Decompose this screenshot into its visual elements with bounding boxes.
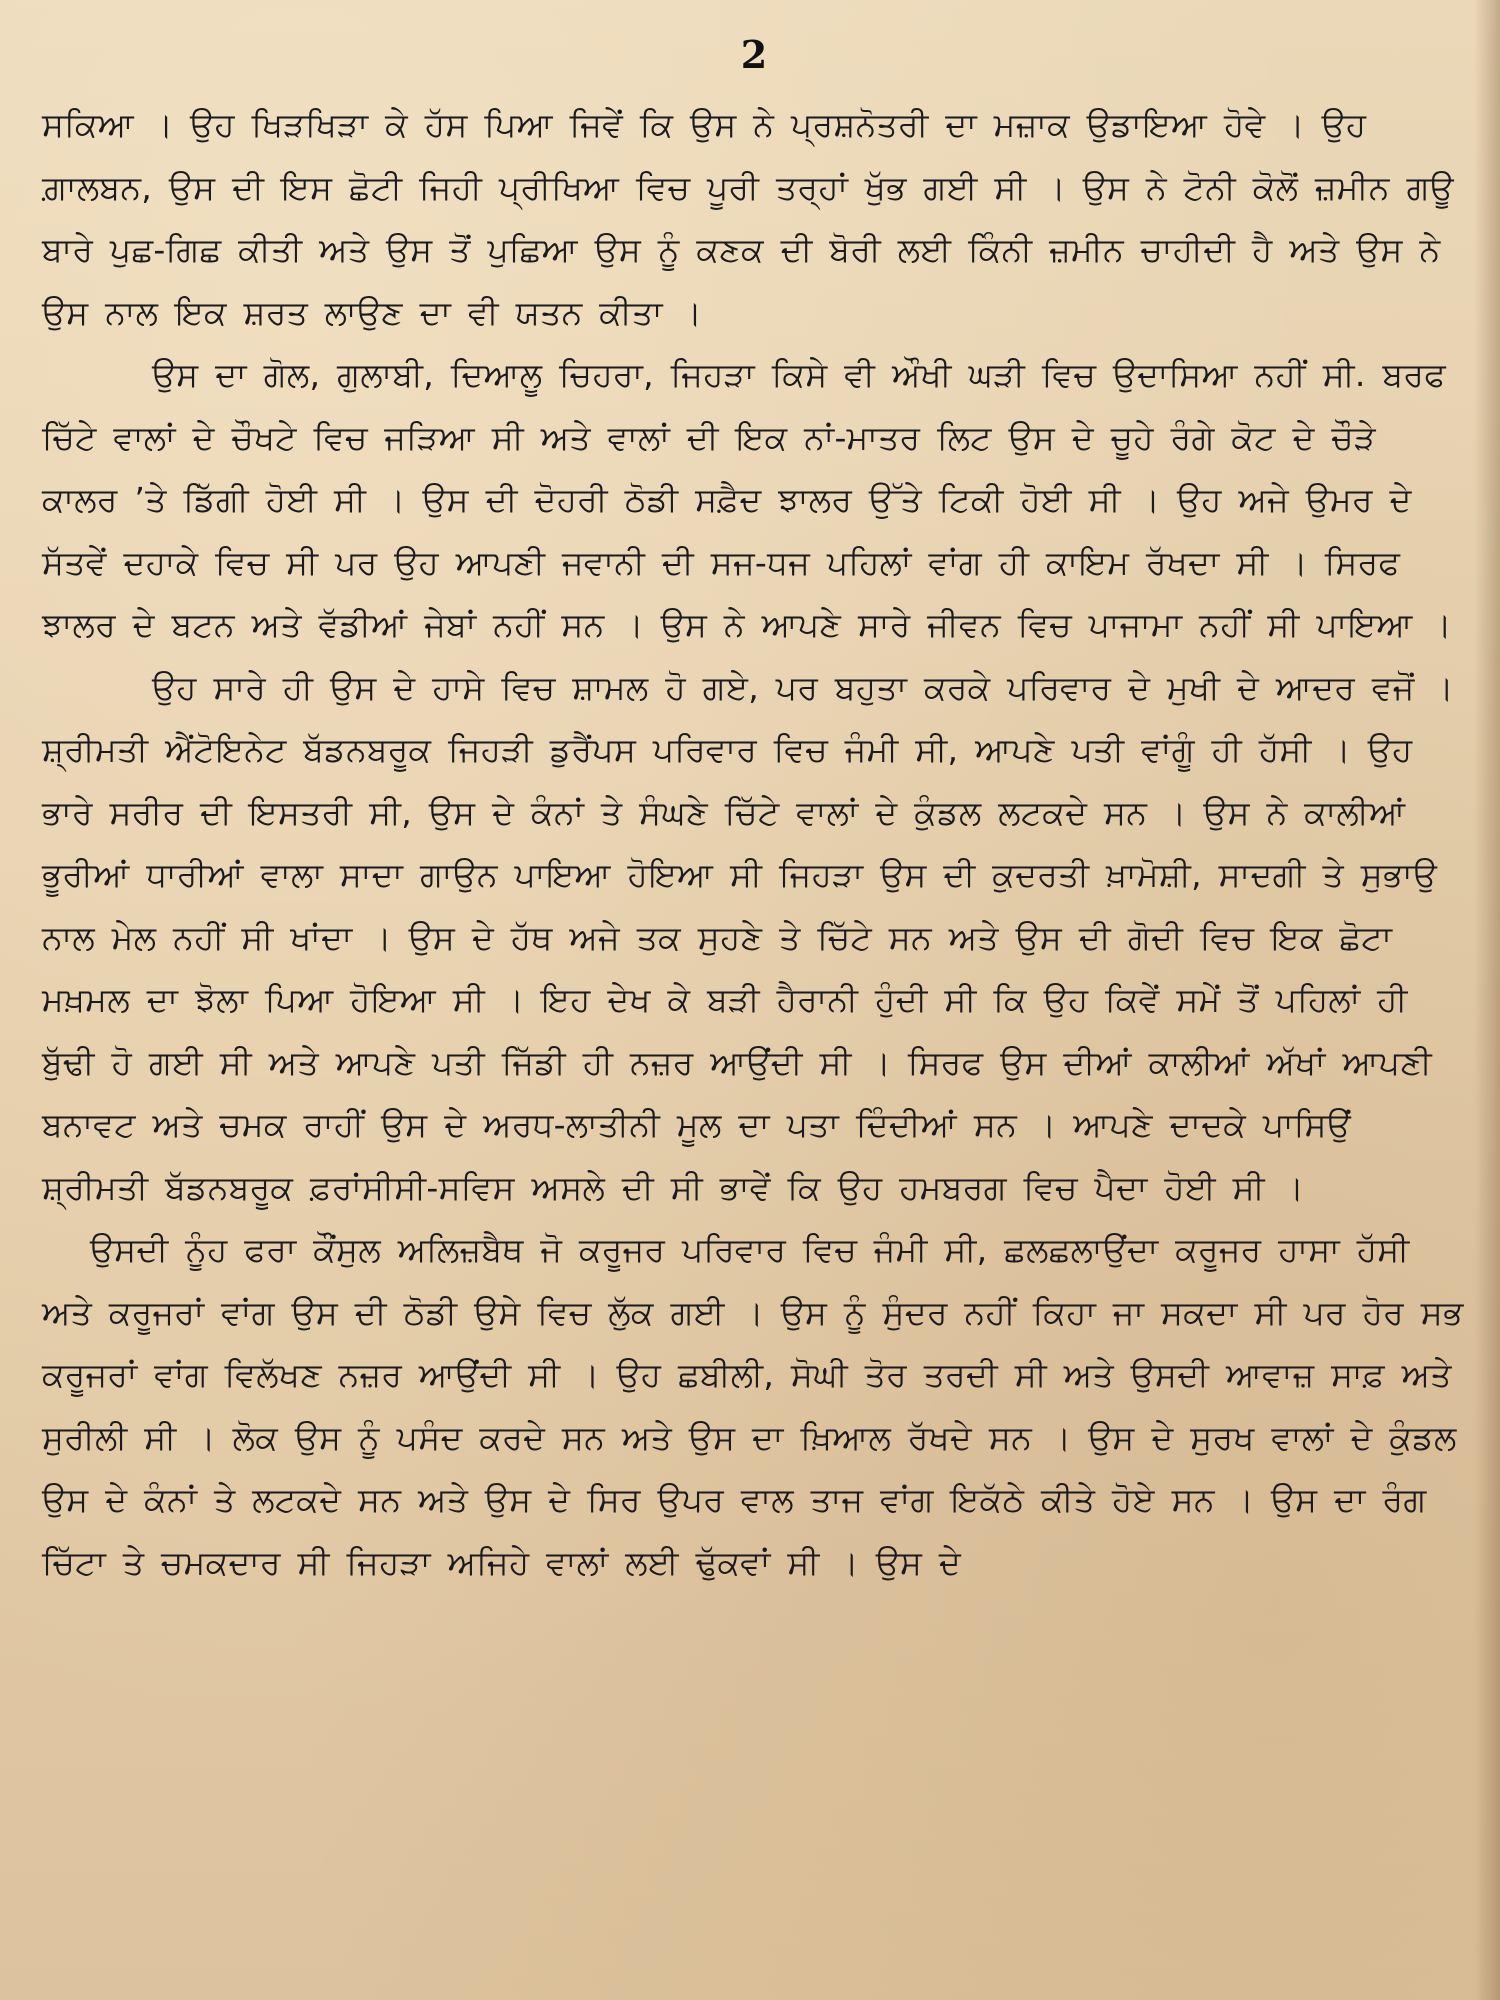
paragraph-1: ਸਕਿਆ । ਉਹ ਖਿੜਖਿੜਾ ਕੇ ਹੱਸ ਪਿਆ ਜਿਵੇਂ ਕਿ ਉਸ ਨੇ ਪ੍ਰਸ਼ਨੋਤਰੀ ਦਾ ਮਜ਼ਾਕ ਉਡਾਇਆ ਹੋਵੇ । ਉਹ ਗ਼ਾਲਬਨ, ਉਸ ਦੀ ਇਸ ਛੋਟੀ ਜਿਹੀ ਪ੍ਰੀਖਿਆ ਵਿਚ ਪੂਰੀ ਤਰ੍ਹਾਂ ਖੁੱਭ ਗਈ ਸੀ । ਉਸ ਨੇ ਟੋਨੀ ਕੋਲੋਂ ਜ਼ਮੀਨ ਗਊ ਬਾਰੇ ਪੁਛ-ਗਿਛ ਕੀਤੀ ਅਤੇ ਉਸ ਤੋਂ ਪੁਛਿਆ ਉਸ ਨੂੰ ਕਣਕ ਦੀ ਬੋਰੀ ਲਈ ਕਿੰਨੀ ਜ਼ਮੀਨ ਚਾਹੀਦੀ ਹੈ ਅਤੇ ਉਸ ਨੇ ਉਸ ਨਾਲ ਇਕ ਸ਼ਰਤ ਲਾਉਣ ਦਾ ਵੀ ਯਤਨ ਕੀਤਾ । [42,105,1454,332]
paragraph-3: ਉਹ ਸਾਰੇ ਹੀ ਉਸ ਦੇ ਹਾਸੇ ਵਿਚ ਸ਼ਾਮਲ ਹੋ ਗਏ, ਪਰ ਬਹੁਤਾ ਕਰਕੇ ਪਰਿਵਾਰ ਦੇ ਮੁਖੀ ਦੇ ਆਦਰ ਵਜੋਂ । ਸ਼੍ਰੀਮਤੀ ਐਂਟੋਇਨੇਟ ਬੱਡਨਬਰੂਕ ਜਿਹੜੀ ਡੁਰੈਂਪਸ ਪਰਿਵਾਰ ਵਿਚ ਜੰਮੀ ਸੀ, ਆਪਣੇ ਪਤੀ ਵਾਂਗੂੰ ਹੀ ਹੱਸੀ । ਉਹ ਭਾਰੇ ਸਰੀਰ ਦੀ ਇਸਤਰੀ ਸੀ, ਉਸ ਦੇ ਕੰਨਾਂ ਤੇ ਸੰਘਣੇ ਚਿੱਟੇ ਵਾਲਾਂ ਦੇ ਕੁੰਡਲ ਲਟਕਦੇ ਸਨ । ਉਸ ਨੇ ਕਾਲੀਆਂ ਭੂਰੀਆਂ ਧਾਰੀਆਂ ਵਾਲਾ ਸਾਦਾ ਗਾਉਨ ਪਾਇਆ ਹੋਇਆ ਸੀ ਜਿਹੜਾ ਉਸ ਦੀ ਕੁਦਰਤੀ ਖ਼ਾਮੋਸ਼ੀ, ਸਾਦਗੀ ਤੇ ਸੁਭਾਉ ਨਾਲ ਮੇਲ ਨਹੀਂ ਸੀ ਖਾਂਦਾ । ਉਸ ਦੇ ਹੱਥ ਅਜੇ ਤਕ ਸੁਹਣੇ ਤੇ ਚਿੱਟੇ ਸਨ ਅਤੇ ਉਸ ਦੀ ਗੋਦੀ ਵਿਚ ਇਕ ਛੋਟਾ ਮਖ਼ਮਲ ਦਾ ਝੋਲਾ ਪਿਆ ਹੋਇਆ ਸੀ । ਇਹ ਦੇਖ ਕੇ ਬੜੀ ਹੈਰਾਨੀ ਹੁੰਦੀ ਸੀ ਕਿ ਉਹ ਕਿਵੇਂ ਸਮੇਂ ਤੋਂ ਪਹਿਲਾਂ ਹੀ ਬੁੱਢੀ ਹੋ ਗਈ ਸੀ ਅਤੇ ਆਪਣੇ ਪਤੀ ਜਿੱਡੀ ਹੀ ਨਜ਼ਰ ਆਉਂਦੀ ਸੀ । ਸਿਰਫ ਉਸ ਦੀਆਂ ਕਾਲੀਆਂ ਅੱਖਾਂ ਆਪਣੀ ਬਨਾਵਟ ਅਤੇ ਚਮਕ ਰਾਹੀਂ ਉਸ ਦੇ ਅਰਧ-ਲਾਤੀਨੀ ਮੂਲ ਦਾ ਪਤਾ ਦਿੰਦੀਆਂ ਸਨ । ਆਪਣੇ ਦਾਦਕੇ ਪਾਸਿਉਂ ਸ਼੍ਰੀਮਤੀ ਬੱਡਨਬਰੂਕ ਫ਼ਰਾਂਸੀਸੀ-ਸਵਿਸ ਅਸਲੇ ਦੀ ਸੀ ਭਾਵੇਂ ਕਿ ਉਹ ਹਮਬਰਗ ਵਿਚ ਪੈਦਾ ਹੋਈ ਸੀ । [42,667,1454,1207]
paragraph-4: ਉਸਦੀ ਨੂੰਹ ਫਰਾ ਕੌਂਸੁਲ ਅਲਿਜ਼ਬੈਥ ਜੋ ਕਰੂਜਰ ਪਰਿਵਾਰ ਵਿਚ ਜੰਮੀ ਸੀ, ਛਲਛਲਾਉਂਦਾ ਕਰੂਜਰ ਹਾਸਾ ਹੱਸੀ ਅਤੇ ਕਰੂਜਰਾਂ ਵਾਂਗ ਉਸ ਦੀ ਠੋਡੀ ਉਸੇ ਵਿਚ ਲੁੱਕ ਗਈ । ਉਸ ਨੂੰ ਸੁੰਦਰ ਨਹੀਂ ਕਿਹਾ ਜਾ ਸਕਦਾ ਸੀ ਪਰ ਹੋਰ ਸਭ ਕਰੂਜਰਾਂ ਵਾਂਗ ਵਿਲੱਖਣ ਨਜ਼ਰ ਆਉਂਦੀ ਸੀ । ਉਹ ਛਬੀਲੀ, ਸੋਘੀ ਤੋਰ ਤਰਦੀ ਸੀ ਅਤੇ ਉਸਦੀ ਆਵਾਜ਼ ਸਾਫ਼ ਅਤੇ ਸੁਰੀਲੀ ਸੀ । ਲੋਕ ਉਸ ਨੂੰ ਪਸੰਦ ਕਰਦੇ ਸਨ ਅਤੇ ਉਸ ਦਾ ਖ਼ਿਆਲ ਰੱਖਦੇ ਸਨ । ਉਸ ਦੇ ਸੁਰਖ ਵਾਲਾਂ ਦੇ ਕੁੰਡਲ ਉਸ ਦੇ ਕੰਨਾਂ ਤੇ ਲਟਕਦੇ ਸਨ ਅਤੇ ਉਸ ਦੇ ਸਿਰ ਉਪਰ ਵਾਲ ਤਾਜ ਵਾਂਗ ਇਕੱਠੇ ਕੀਤੇ ਹੋਏ ਸਨ । ਉਸ ਦਾ ਰੰਗ ਚਿੱਟਾ ਤੇ ਚਮਕਦਾਰ ਸੀ ਜਿਹੜਾ ਅਜਿਹੇ ਵਾਲਾਂ ਲਈ ਢੁੱਕਵਾਂ ਸੀ । ਉਸ ਦੇ [42,1230,1464,1582]
page-number: 2 [740,32,768,77]
paragraph-2: ਉਸ ਦਾ ਗੋਲ, ਗੁਲਾਬੀ, ਦਿਆਲੂ ਚਿਹਰਾ, ਜਿਹੜਾ ਕਿਸੇ ਵੀ ਔਖੀ ਘੜੀ ਵਿਚ ਉਦਾਸਿਆ ਨਹੀਂ ਸੀ. ਬਰਫ ਚਿੱਟੇ ਵਾਲਾਂ ਦੇ ਚੌਖਟੇ ਵਿਚ ਜੜਿਆ ਸੀ ਅਤੇ ਵਾਲਾਂ ਦੀ ਇਕ ਨਾਂ-ਮਾਤਰ ਲਿਟ ਉਸ ਦੇ ਚੂਹੇ ਰੰਗੇ ਕੋਟ ਦੇ ਚੌੜੇ ਕਾਲਰ ’ਤੇ ਡਿੱਗੀ ਹੋਈ ਸੀ । ਉਸ ਦੀ ਦੋਹਰੀ ਠੋਡੀ ਸਫ਼ੈਦ ਝਾਲਰ ਉੱਤੇ ਟਿਕੀ ਹੋਈ ਸੀ । ਉਹ ਅਜੇ ਉਮਰ ਦੇ ਸੱਤਵੇਂ ਦਹਾਕੇ ਵਿਚ ਸੀ ਪਰ ਉਹ ਆਪਣੀ ਜਵਾਨੀ ਦੀ ਸਜ-ਧਜ ਪਹਿਲਾਂ ਵਾਂਗ ਹੀ ਕਾਇਮ ਰੱਖਦਾ ਸੀ । ਸਿਰਫ ਝਾਲਰ ਦੇ ਬਟਨ ਅਤੇ ਵੱਡੀਆਂ ਜੇਬਾਂ ਨਹੀਂ ਸਨ । ਉਸ ਨੇ ਆਪਣੇ ਸਾਰੇ ਜੀਵਨ ਵਿਚ ਪਾਜਾਮਾ ਨਹੀਂ ਸੀ ਪਾਇਆ । [42,355,1452,644]
